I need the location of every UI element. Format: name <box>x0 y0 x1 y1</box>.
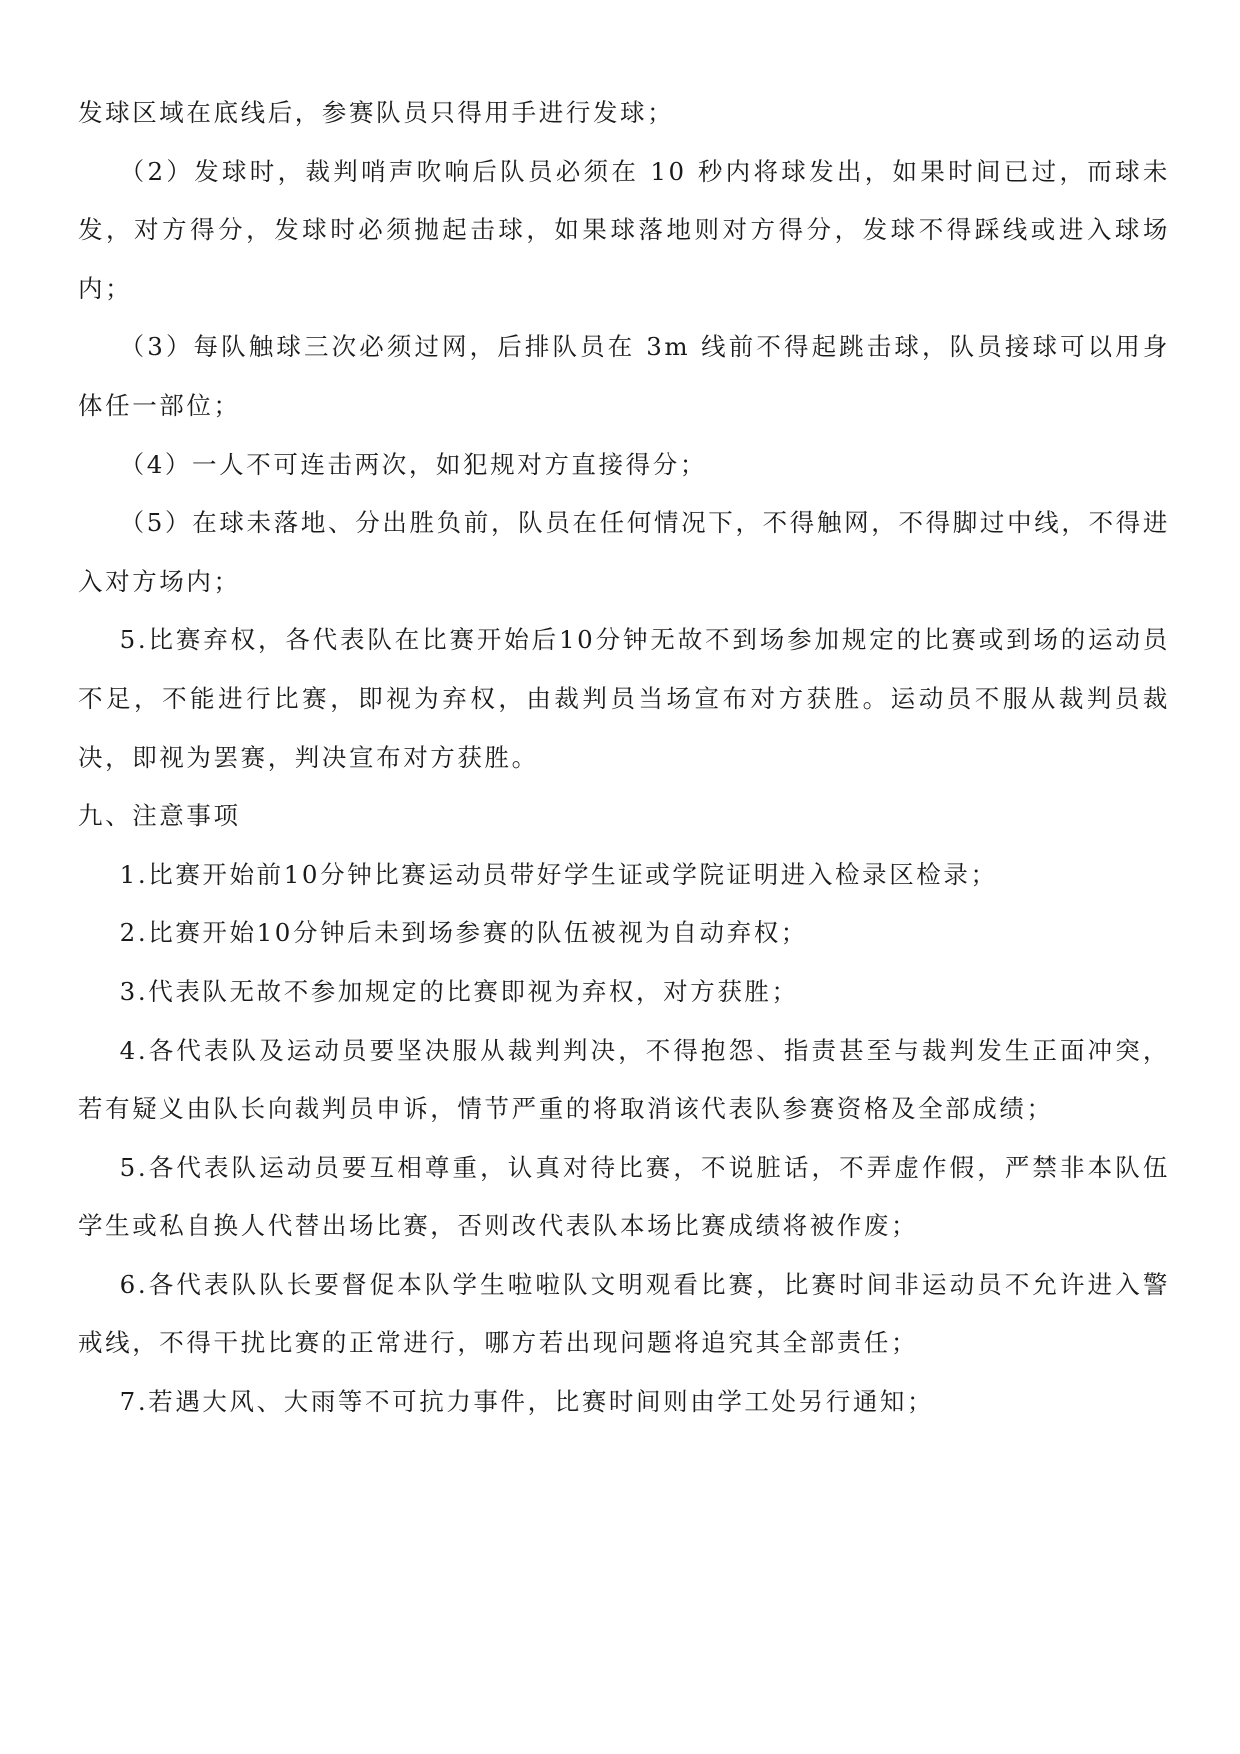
paragraph-note-1: 1.比赛开始前10分钟比赛运动员带好学生证或学院证明进入检录区检录； <box>119 859 998 889</box>
document-body <box>78 84 1170 1432</box>
paragraph-note-4: 4.各代表队及运动员要坚决服从裁判判决，不得抱怨、指责甚至与裁判发生正面冲突，若有疑义由队长向裁判员申诉，情节严重的将取消该代表队参赛资格及全部成绩； <box>78 1035 1170 1124</box>
paragraph-note-6: 6.各代表队队长要督促本队学生啦啦队文明观看比赛，比赛时间非运动员不允许进入警戒线，不得干扰比赛的正常进行，哪方若出现问题将追究其全部责任； <box>78 1269 1170 1358</box>
section-heading-notes: 九、注意事项 <box>78 801 241 831</box>
paragraph-note-5: 5.各代表队运动员要互相尊重，认真对待比赛，不说脏话，不弄虚作假，严禁非本队伍学生或私自换人代替出场比赛，否则改代表队本场比赛成绩将被作废； <box>78 1152 1170 1241</box>
paragraph-serve-area: 发球区域在底线后，参赛队员只得用手进行发球； <box>78 98 675 127</box>
paragraph-rule-2: （2）发球时，裁判哨声吹响后队员必须在 10 秒内将球发出，如果时间已过，而球未发，对方得分，发球时必须抛起击球，如果球落地则对方得分，发球不得踩线或进入球场内； <box>78 156 1170 303</box>
paragraph-note-3: 3.代表队无故不参加规定的比赛即视为弃权，对方获胜； <box>119 976 799 1006</box>
paragraph-rule-3: （3）每队触球三次必须过网，后排队员在 3m 线前不得起跳击球，队员接球可以用身体任一部位； <box>78 332 1170 420</box>
paragraph-rule-4: （4）一人不可连击两次，如犯规对方直接得分； <box>119 449 707 479</box>
paragraph-note-2: 2.比赛开始10分钟后未到场参赛的队伍被视为自动弃权； <box>119 918 808 948</box>
paragraph-note-7: 7.若遇大风、大雨等不可抗力事件，比赛时间则由学工处另行通知； <box>119 1387 935 1417</box>
paragraph-rule-5: （5）在球未落地、分出胜负前，队员在任何情况下，不得触网，不得脚过中线，不得进入对方场内； <box>78 508 1170 596</box>
paragraph-forfeit: 5.比赛弃权，各代表队在比赛开始后10分钟无故不到场参加规定的比赛或到场的运动员不足，不能进行比赛，即视为弃权，由裁判员当场宣布对方获胜。运动员不服从裁判员裁决，即视为罢赛，判决宣布对方获胜。 <box>78 625 1170 772</box>
